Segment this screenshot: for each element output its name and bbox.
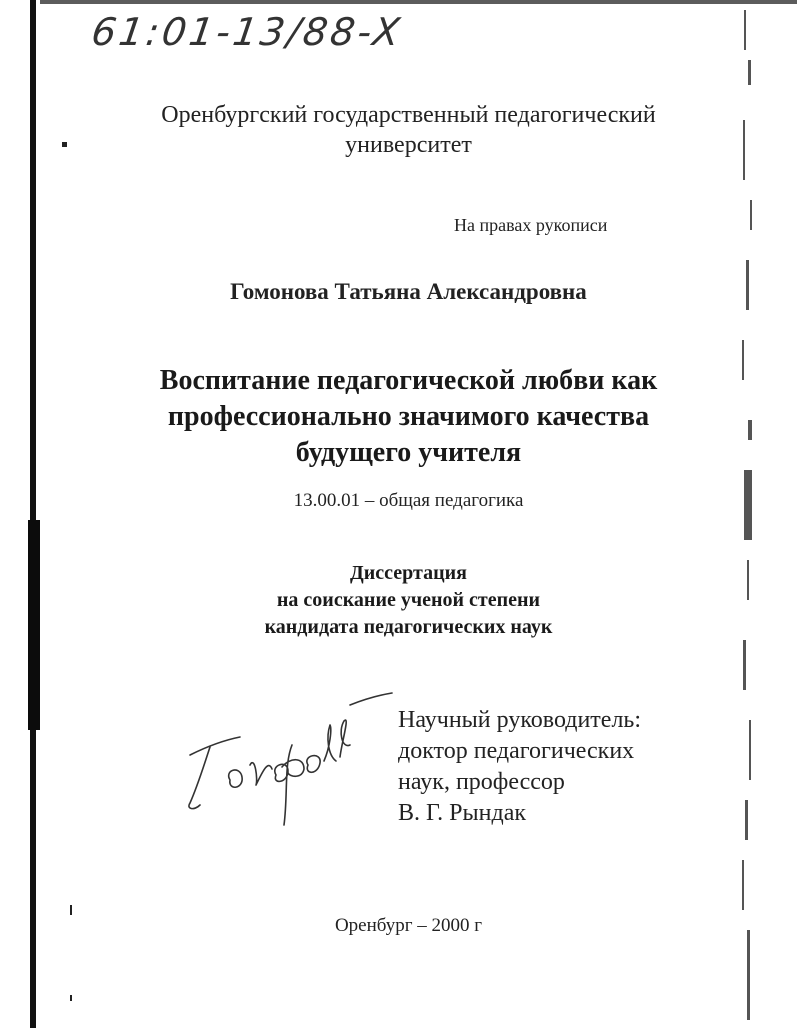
specialty-code: 13.00.01 – общая педагогика bbox=[293, 490, 524, 511]
dissertation-degree bbox=[0, 560, 797, 641]
supervisor-line: наук, профессор bbox=[398, 769, 565, 795]
scan-top-edge bbox=[40, 0, 797, 4]
scan-speck bbox=[70, 995, 72, 1001]
title-line: профессионально значимого качества bbox=[167, 401, 650, 432]
supervisor-line: В. Г. Рындак bbox=[398, 800, 527, 826]
catalog-number: 61:01-13/88-X bbox=[88, 10, 406, 54]
university-line: университет bbox=[345, 132, 472, 158]
degree-line: Диссертация bbox=[350, 562, 467, 584]
title-line: будущего учителя bbox=[295, 437, 522, 468]
dissertation-title bbox=[0, 363, 797, 471]
scan-speck bbox=[70, 905, 72, 915]
supervisor-line: Научный руководитель: bbox=[398, 707, 642, 733]
author-name: Гомонова Татьяна Александровна bbox=[230, 279, 587, 304]
degree-line: кандидата педагогических наук bbox=[264, 616, 553, 638]
rights-note: На правах рукописи bbox=[454, 215, 608, 235]
supervisor-block bbox=[398, 705, 641, 829]
university-line: Оренбургский государственный педагогический bbox=[161, 102, 656, 128]
supervisor-line: доктор педагогических bbox=[398, 738, 635, 764]
city-year: Оренбург – 2000 г bbox=[334, 915, 483, 936]
author-signature bbox=[180, 685, 400, 835]
degree-line: на соискание ученой степени bbox=[276, 589, 541, 611]
title-line: Воспитание педагогической любви как bbox=[159, 365, 658, 396]
university-name bbox=[0, 100, 797, 160]
